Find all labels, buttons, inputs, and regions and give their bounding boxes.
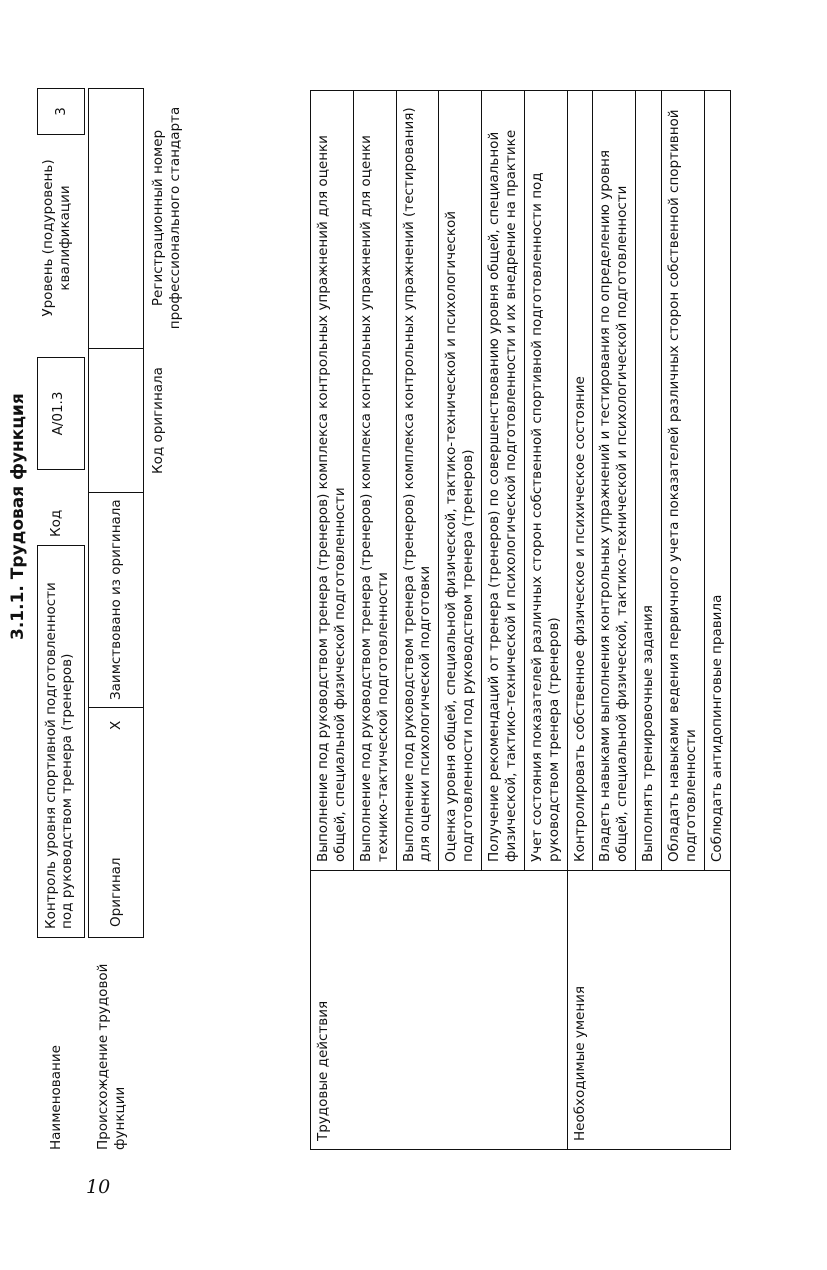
origin-divider-3 bbox=[88, 348, 144, 349]
required-skills-label: Необходимые умения bbox=[567, 871, 730, 1150]
table-cell: Выполнение под руководством тренера (тренеров) комплекса контрольных упражнений для оценки общей, специальной физической подготовленности bbox=[311, 91, 354, 871]
origin-divider-1 bbox=[88, 707, 144, 708]
code-value-box bbox=[37, 357, 85, 470]
table-cell: Получение рекомендаций от тренера (тренеров) по совершенствованию уровня общей, специальной физической, тактико-технической и психологической подготовленности и их внедрение на практике bbox=[482, 91, 525, 871]
code-original-caption: Код оригинала bbox=[150, 367, 166, 474]
code-label: Код bbox=[48, 509, 64, 537]
borrowed-label: Заимствовано из оригинала bbox=[108, 499, 124, 700]
origin-label: Происхождение трудовой функции bbox=[95, 963, 128, 1150]
table-row bbox=[567, 91, 593, 1150]
name-label: Наименование bbox=[48, 1045, 64, 1150]
table-cell: Учет состояния показателей различных сторон собственной спортивной подготовленности под руководством тренера (тренеров) bbox=[524, 91, 567, 871]
table-row bbox=[311, 91, 354, 1150]
page-number: 10 bbox=[86, 1176, 111, 1198]
table-cell: Контролировать собственное физическое и психическое состояние bbox=[567, 91, 593, 871]
table-cell: Соблюдать антидопинговые правила bbox=[704, 91, 730, 871]
name-value: Контроль уровня спортивной подготовленности под руководством тренера (тренеров) bbox=[43, 582, 75, 929]
labor-function-table bbox=[310, 90, 731, 1150]
origin-divider-2 bbox=[88, 492, 144, 493]
level-value-box bbox=[37, 88, 85, 135]
rotated-page-content bbox=[0, 40, 760, 1200]
name-value-box bbox=[37, 545, 85, 938]
level-label: Уровень (подуровень) квалификации bbox=[40, 159, 73, 317]
table-cell: Выполнять тренировочные задания bbox=[636, 91, 662, 871]
code-value: А/01.3 bbox=[50, 391, 66, 436]
table-cell: Владеть навыками выполнения контрольных упражнений и тестирования по определению уровня общей, специальной физической, тактико-технической и психологической подготовленности bbox=[593, 91, 636, 871]
table-cell: Оценка уровня общей, специальной физической, тактико-технической и психологической подготовленности под руководством тренера (тренеров) bbox=[439, 91, 482, 871]
table-cell: Выполнение под руководством тренера (тренеров) комплекса контрольных упражнений для оценки технико-тактической подготовленности bbox=[353, 91, 396, 871]
table-cell: Обладать навыками ведения первичного учета показателей различных сторон собственной спортивной подготовленности bbox=[662, 91, 705, 871]
original-mark: Х bbox=[108, 720, 124, 730]
original-label: Оригинал bbox=[108, 857, 124, 927]
level-value: 3 bbox=[53, 107, 69, 116]
table-cell: Выполнение под руководством тренера (тренеров) комплекса контрольных упражнений (тестирования) для оценки психологической подготовки bbox=[396, 91, 439, 871]
labor-actions-label: Трудовые действия bbox=[311, 871, 568, 1150]
reg-number-caption: Регистрационный номер профессионального стандарта bbox=[150, 106, 183, 330]
section-title: 3.1.1. Трудовая функция bbox=[8, 393, 28, 640]
